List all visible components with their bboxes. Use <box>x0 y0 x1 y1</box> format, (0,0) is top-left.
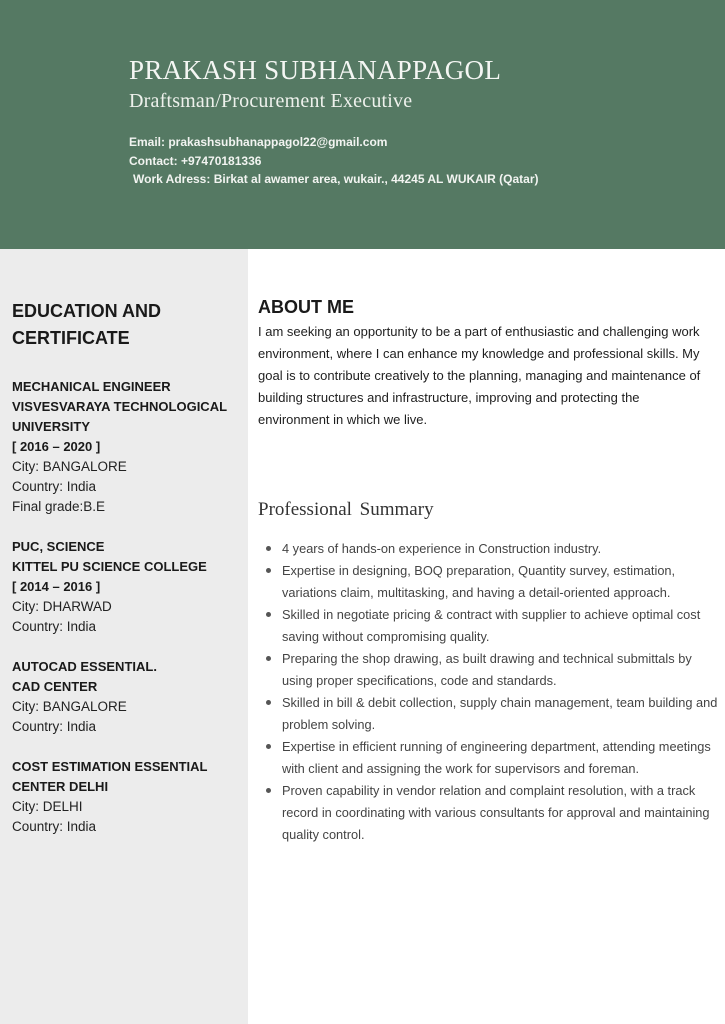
education-detail-line: Country: India <box>12 479 97 494</box>
summary-list <box>282 538 718 846</box>
education-detail-line: Country: India <box>12 819 97 834</box>
education-detail-line: City: BANGALORE <box>12 459 127 474</box>
education-detail-line: City: DELHI <box>12 799 83 814</box>
about-title: ABOUT ME <box>258 297 354 317</box>
education-item <box>12 377 242 517</box>
summary-item: Proven capability in vendor relation and complaint resolution, with a track record in coordinating with various consultants for approval and maintaining quality control. <box>282 780 718 846</box>
summary-item: Expertise in efficient running of engineering department, attending meetings with client and assigning the work for supervisors and foreman. <box>282 736 718 780</box>
education-heading-line: MECHANICAL ENGINEER <box>12 379 171 394</box>
education-detail-line: Country: India <box>12 719 97 734</box>
phone-line: Contact: +97470181336 <box>129 153 262 168</box>
education-item <box>12 537 242 637</box>
education-heading-line: CAD CENTER <box>12 679 98 694</box>
education-detail-line: Country: India <box>12 619 97 634</box>
address-line: Work Adress: Birkat al awamer area, wukair., 44245 AL WUKAIR (Qatar) <box>133 172 539 186</box>
summary-item: Expertise in designing, BOQ preparation, Quantity survey, estimation, variations claim, multitasking, and having a detail-oriented approach. <box>282 560 718 604</box>
summary-item: Skilled in negotiate pricing & contract with supplier to achieve optimal cost saving without compromising quality. <box>282 604 718 648</box>
education-title: EDUCATION AND CERTIFICATE <box>12 301 161 348</box>
education-item <box>12 657 242 737</box>
education-heading-line: COST ESTIMATION ESSENTIAL CENTER DELHI <box>12 759 208 794</box>
education-detail-line: City: BANGALORE <box>12 699 127 714</box>
candidate-name: PRAKASH SUBHANAPPAGOL <box>129 55 502 85</box>
contact-block <box>129 133 539 189</box>
education-list <box>12 377 242 857</box>
education-heading-line: VISVESVARAYA TECHNOLOGICAL UNIVERSITY <box>12 399 227 434</box>
summary-title: Professional Summary <box>258 499 434 520</box>
education-sidebar <box>0 249 248 1024</box>
summary-item: Preparing the shop drawing, as built drawing and technical submittals by using proper specifications, code and standards. <box>282 648 718 692</box>
summary-item: Skilled in bill & debit collection, supply chain management, team building and problem solving. <box>282 692 718 736</box>
resume-header <box>0 0 725 249</box>
about-text: I am seeking an opportunity to be a part of enthusiastic and challenging work environment, where I can enhance my knowledge and professional skills. My goal is to contribute creatively to the planning, managing and maintenance of building structures and infrastructure, improving and protecting the environment in which we live. <box>258 324 701 427</box>
summary-item: 4 years of hands-on experience in Construction industry. <box>282 538 718 560</box>
education-heading-line: [ 2016 – 2020 ] <box>12 439 101 454</box>
education-heading-line: KITTEL PU SCIENCE COLLEGE <box>12 559 207 574</box>
education-heading-line: AUTOCAD ESSENTIAL. <box>12 659 157 674</box>
education-detail-line: Final grade:B.E <box>12 499 106 514</box>
education-heading-line: PUC, SCIENCE <box>12 539 105 554</box>
education-heading-line: [ 2014 – 2016 ] <box>12 579 101 594</box>
education-item <box>12 757 242 837</box>
email-line: Email: prakashsubhanappagol22@gmail.com <box>129 135 388 149</box>
candidate-role: Draftsman/Procurement Executive <box>129 90 413 112</box>
education-detail-line: City: DHARWAD <box>12 599 112 614</box>
